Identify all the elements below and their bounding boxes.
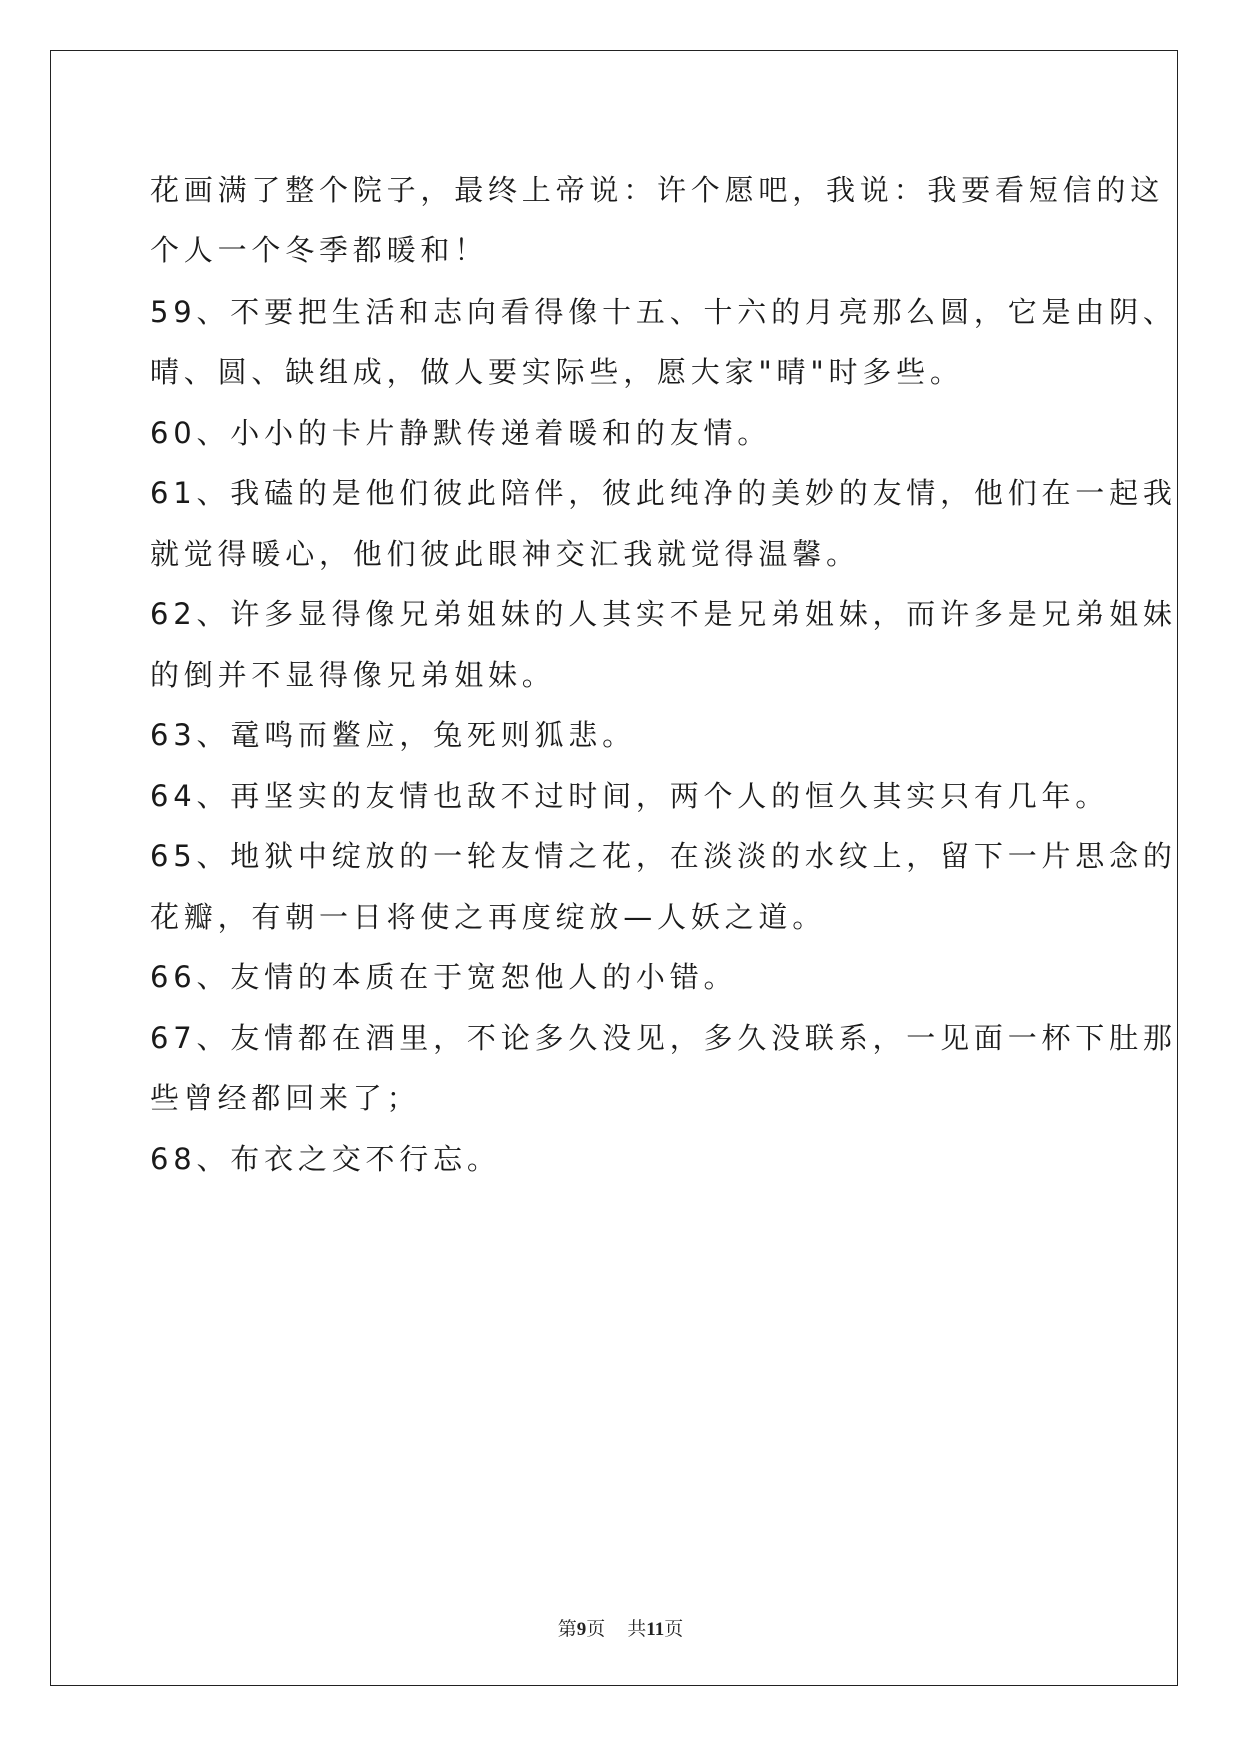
total-suffix: 页 xyxy=(664,1618,684,1640)
text-line: 61、我磕的是他们彼此陪伴，彼此纯净的美妙的友情，他们在一起我 xyxy=(150,476,1177,510)
text-line: 的倒并不显得像兄弟姐妹。 xyxy=(150,658,556,692)
page-prefix: 第 xyxy=(557,1618,577,1640)
text-line: 59、不要把生活和志向看得像十五、十六的月亮那么圆，它是由阴、 xyxy=(150,295,1177,329)
text-line: 就觉得暖心，他们彼此眼神交汇我就觉得温馨。 xyxy=(150,537,860,571)
text-line: 64、再坚实的友情也敌不过时间，两个人的恒久其实只有几年。 xyxy=(150,779,1110,813)
text-line: 68、布衣之交不行忘。 xyxy=(150,1142,501,1176)
text-line: 62、许多显得像兄弟姐妹的人其实不是兄弟姐妹，而许多是兄弟姐妹 xyxy=(150,597,1177,631)
total-page-number: 11 xyxy=(646,1619,665,1640)
text-line: 晴、圆、缺组成，做人要实际些，愿大家"晴"时多些。 xyxy=(150,355,964,389)
page-footer xyxy=(0,1614,1241,1641)
text-line: 65、地狱中绽放的一轮友情之花，在淡淡的水纹上，留下一片思念的 xyxy=(150,839,1177,873)
text-line: 些曾经都回来了； xyxy=(150,1081,421,1115)
text-line: 60、小小的卡片静默传递着暖和的友情。 xyxy=(150,416,772,450)
text-line: 63、鼋鸣而鳖应，兔死则狐悲。 xyxy=(150,718,636,752)
current-page-number: 9 xyxy=(576,1619,587,1640)
text-line: 花画满了整个院子，最终上帝说：许个愿吧，我说：我要看短信的这 xyxy=(150,173,1165,207)
page-suffix: 页 xyxy=(586,1618,606,1640)
total-prefix: 共 xyxy=(627,1618,647,1640)
text-line: 个人一个冬季都暖和！ xyxy=(150,233,489,267)
text-line: 67、友情都在酒里，不论多久没见，多久没联系，一见面一杯下肚那 xyxy=(150,1021,1177,1055)
text-line: 66、友情的本质在于宽恕他人的小错。 xyxy=(150,960,738,994)
text-line: 花瓣，有朝一日将使之再度绽放—人妖之道。 xyxy=(150,900,827,934)
